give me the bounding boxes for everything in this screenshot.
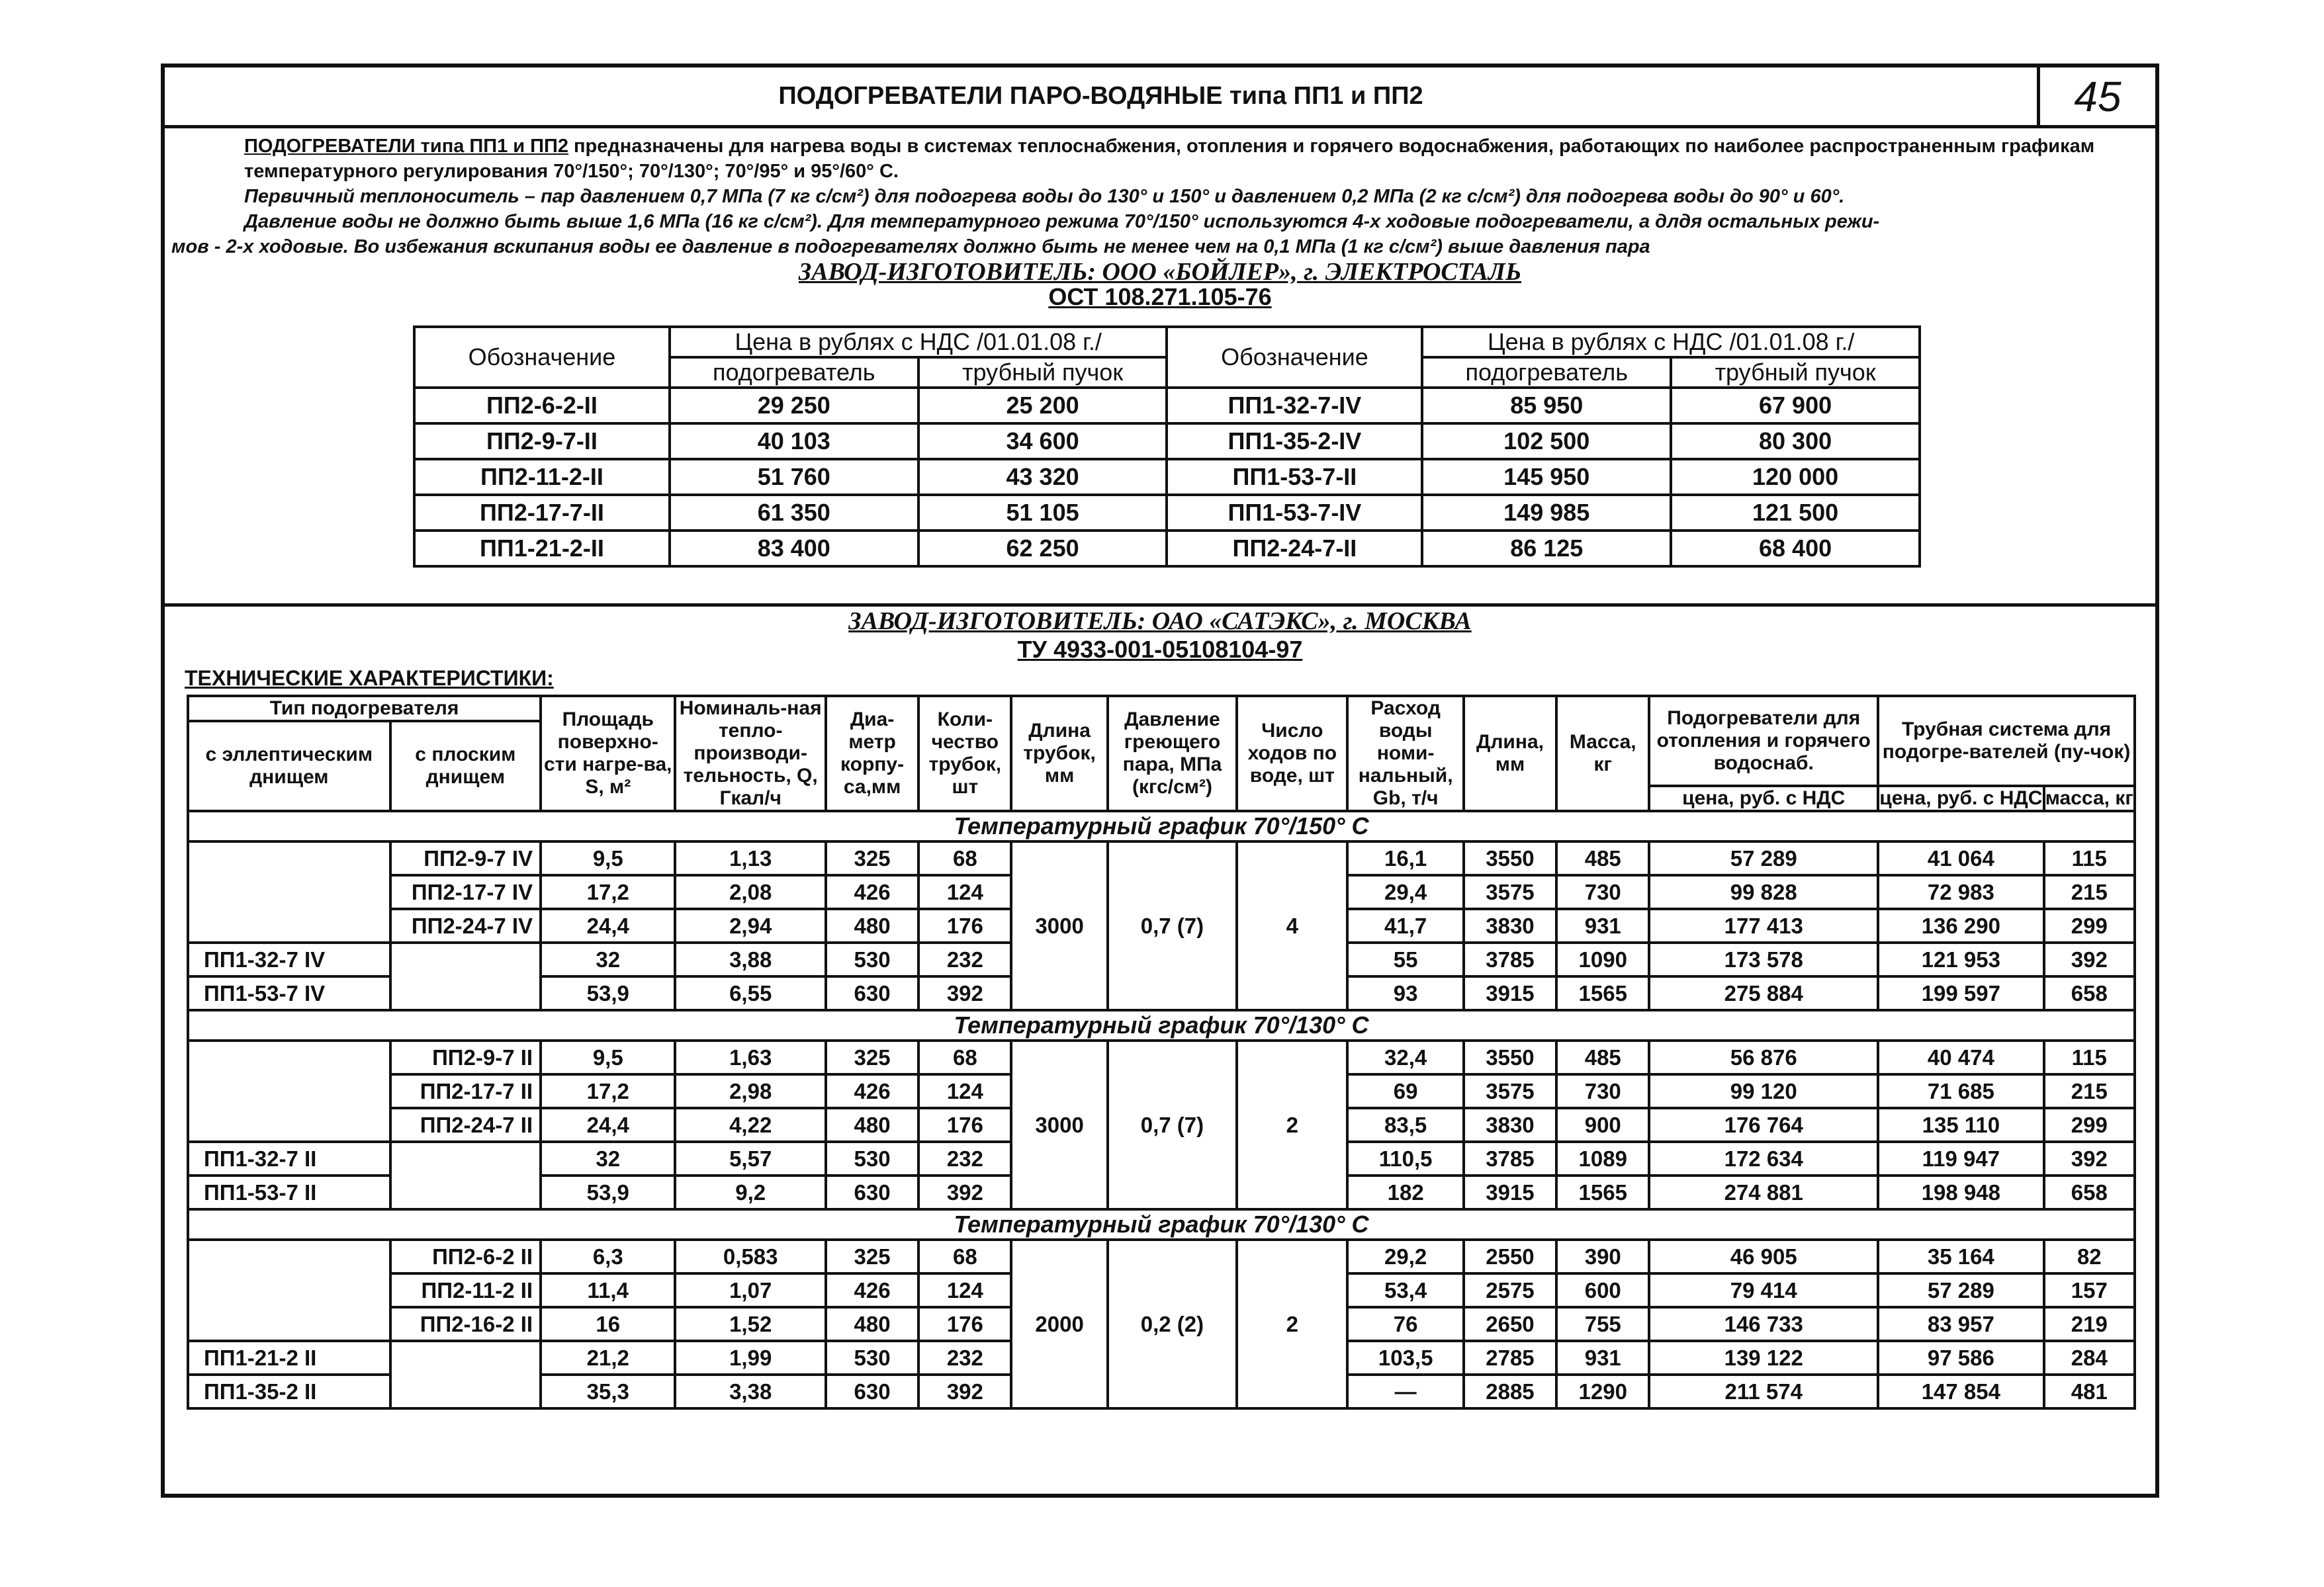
intro-text	[165, 134, 2155, 310]
maker-1-standard: ОСТ 108.271.105-76	[1048, 283, 1272, 310]
cell-flat: ПП2-17-7 IV	[390, 875, 541, 909]
th-length: Длина, мм	[1464, 696, 1556, 811]
cell-p: 56 876	[1649, 1041, 1878, 1074]
price-cell-b1: 34 600	[918, 423, 1167, 459]
cell-tp: 71 685	[1878, 1074, 2044, 1108]
cell-tm: 157	[2044, 1273, 2135, 1307]
cell-tm: 658	[2044, 976, 2135, 1010]
cell-n: 68	[918, 1041, 1011, 1074]
cell-tm: 299	[2044, 1108, 2135, 1142]
price-row	[414, 388, 1920, 423]
cell-g: 32,4	[1347, 1041, 1463, 1074]
cell-tp: 72 983	[1878, 875, 2044, 909]
intro-lead: ПОДОГРЕВАТЕЛИ типа ПП1 и ПП2	[244, 136, 568, 157]
cell-g: 16,1	[1347, 841, 1463, 875]
cell-s: 17,2	[541, 875, 675, 909]
price-cell-d2: ПП1-53-7-II	[1167, 459, 1422, 495]
tech-label: ТЕХНИЧЕСКИЕ ХАРАКТЕРИСТИКИ:	[185, 666, 554, 690]
cell-tp: 35 164	[1878, 1240, 2044, 1273]
cell-q: 1,13	[675, 841, 825, 875]
price-row	[414, 531, 1920, 566]
price-header-designation-1: Обозначение	[414, 327, 670, 388]
cell-flat	[390, 1341, 541, 1375]
cell-m: 485	[1556, 841, 1649, 875]
th-heaters: Подогреватели для отопления и горячего водоснаб.	[1649, 696, 1878, 786]
cell-n: 392	[918, 1176, 1011, 1209]
intro-line-2: Первичный теплоноситель – пар давлением 0,7 МПа (7 кг с/см²) для подогрева воды до 130° и 150° и давлением 0,2 МПа (2 кг с/см²) для подогрева воды до 90° и 60°.	[244, 186, 1845, 207]
cell-m: 1090	[1556, 943, 1649, 976]
cell-p: 99 120	[1649, 1074, 1878, 1108]
price-table-body	[414, 388, 1920, 566]
cell-g: 110,5	[1347, 1142, 1463, 1176]
cell-d: 530	[826, 1341, 918, 1375]
cell-l: 2550	[1464, 1240, 1556, 1273]
cell-q: 1,63	[675, 1041, 825, 1074]
cell-l: 3575	[1464, 875, 1556, 909]
cell-tm: 215	[2044, 1074, 2135, 1108]
cell-tube-length: 3000	[1011, 1041, 1107, 1209]
cell-tube-length: 3000	[1011, 841, 1107, 1010]
cell-d: 480	[826, 909, 918, 943]
cell-tube-length: 2000	[1011, 1240, 1107, 1408]
cell-g: 93	[1347, 976, 1463, 1010]
cell-flat: ПП2-9-7 II	[390, 1041, 541, 1074]
cell-d: 480	[826, 1108, 918, 1142]
price-cell-p1: 29 250	[670, 388, 918, 423]
cell-tm: 215	[2044, 875, 2135, 909]
cell-p: 57 289	[1649, 841, 1878, 875]
cell-g: —	[1347, 1375, 1463, 1408]
price-cell-b2: 68 400	[1671, 531, 1920, 566]
schedule-label: Температурный график 70°/130° С	[188, 1010, 2135, 1041]
cell-s: 32	[541, 1142, 675, 1176]
cell-p: 275 884	[1649, 976, 1878, 1010]
cell-g: 53,4	[1347, 1273, 1463, 1307]
cell-tp: 198 948	[1878, 1176, 2044, 1209]
price-cell-p2: 145 950	[1422, 459, 1671, 495]
cell-tm: 392	[2044, 943, 2135, 976]
cell-tm: 392	[2044, 1142, 2135, 1176]
cell-n: 124	[918, 875, 1011, 909]
cell-l: 3915	[1464, 976, 1556, 1010]
cell-n: 68	[918, 841, 1011, 875]
cell-s: 35,3	[541, 1375, 675, 1408]
price-cell-p2: 149 985	[1422, 495, 1671, 531]
price-row	[414, 495, 1920, 531]
cell-n: 392	[918, 1375, 1011, 1408]
cell-g: 29,2	[1347, 1240, 1463, 1273]
cell-flat	[390, 1142, 541, 1176]
cell-flat: ПП2-16-2 II	[390, 1307, 541, 1341]
cell-elliptic	[188, 1108, 390, 1142]
price-cell-d2: ПП1-32-7-IV	[1167, 388, 1422, 423]
cell-m: 1565	[1556, 976, 1649, 1010]
cell-tp: 40 474	[1878, 1041, 2044, 1074]
cell-g: 76	[1347, 1307, 1463, 1341]
intro-line-1: предназначены для нагрева воды в системах теплоснабжения, отопления и горячего водоснабжения, работающих по наиболее распространенным графикам температурного регулирования 70°/150°; 70°/130°; 70°/95° и 95°/60° С.	[244, 136, 2095, 182]
cell-d: 530	[826, 943, 918, 976]
th-tube-length: Длина трубок, мм	[1011, 696, 1107, 811]
cell-elliptic: ПП1-35-2 II	[188, 1375, 390, 1408]
price-cell-b2: 121 500	[1671, 495, 1920, 531]
price-cell-p2: 86 125	[1422, 531, 1671, 566]
cell-s: 24,4	[541, 1108, 675, 1142]
cell-p: 211 574	[1649, 1375, 1878, 1408]
th-type: Тип подогревателя	[188, 696, 541, 721]
cell-d: 630	[826, 976, 918, 1010]
cell-m: 485	[1556, 1041, 1649, 1074]
cell-tp: 57 289	[1878, 1273, 2044, 1307]
cell-p: 172 634	[1649, 1142, 1878, 1176]
cell-s: 16	[541, 1307, 675, 1341]
cell-n: 176	[918, 909, 1011, 943]
price-table	[413, 325, 1921, 568]
cell-flat: ПП2-24-7 II	[390, 1108, 541, 1142]
cell-n: 232	[918, 1142, 1011, 1176]
schedule-header-row	[188, 1010, 2135, 1041]
cell-p: 46 905	[1649, 1240, 1878, 1273]
schedule-label: Температурный график 70°/150° С	[188, 811, 2135, 841]
cell-n: 68	[918, 1240, 1011, 1273]
th-flat: с плоским днищем	[390, 721, 541, 811]
cell-q: 5,57	[675, 1142, 825, 1176]
cell-flat	[390, 943, 541, 976]
price-cell-p1: 61 350	[670, 495, 918, 531]
cell-q: 2,08	[675, 875, 825, 909]
cell-p: 146 733	[1649, 1307, 1878, 1341]
cell-p: 274 881	[1649, 1176, 1878, 1209]
schedule-header-row	[188, 811, 2135, 841]
cell-l: 3785	[1464, 1142, 1556, 1176]
table-row	[188, 1240, 2135, 1273]
cell-flat: ПП2-11-2 II	[390, 1273, 541, 1307]
price-header-heater-2: подогреватель	[1422, 357, 1671, 388]
cell-d: 426	[826, 1273, 918, 1307]
cell-q: 9,2	[675, 1176, 825, 1209]
th-passes: Число ходов по воде, шт	[1237, 696, 1347, 811]
maker-1-name: ЗАВОД-ИЗГОТОВИТЕЛЬ: ООО «БОЙЛЕР», г. ЭЛЕКТРОСТАЛЬ	[798, 258, 1522, 286]
table-row	[188, 1041, 2135, 1074]
cell-d: 325	[826, 841, 918, 875]
cell-n: 232	[918, 943, 1011, 976]
cell-n: 124	[918, 1074, 1011, 1108]
price-cell-p1: 40 103	[670, 423, 918, 459]
price-cell-b2: 67 900	[1671, 388, 1920, 423]
cell-tp: 136 290	[1878, 909, 2044, 943]
cell-q: 4,22	[675, 1108, 825, 1142]
price-cell-d1: ПП2-6-2-II	[414, 388, 670, 423]
cell-elliptic	[188, 841, 390, 875]
cell-g: 83,5	[1347, 1108, 1463, 1142]
cell-g: 182	[1347, 1176, 1463, 1209]
cell-l: 3785	[1464, 943, 1556, 976]
price-cell-b1: 25 200	[918, 388, 1167, 423]
cell-p: 173 578	[1649, 943, 1878, 976]
cell-d: 426	[826, 1074, 918, 1108]
th-tubesys: Трубная система для подогре-вателей (пу-чок)	[1878, 696, 2135, 786]
cell-passes: 4	[1237, 841, 1347, 1010]
cell-tm: 284	[2044, 1341, 2135, 1375]
cell-flat	[390, 1375, 541, 1408]
cell-n: 176	[918, 1108, 1011, 1142]
cell-g: 69	[1347, 1074, 1463, 1108]
cell-n: 392	[918, 976, 1011, 1010]
maker-2-name: ЗАВОД-ИЗГОТОВИТЕЛЬ: ОАО «САТЭКС», г. МОСКВА	[848, 607, 1472, 635]
intro-line-3: Давление воды не должно быть выше 1,6 МПа (16 кг с/см²). Для температурного режима 70°/150° используются 4-х ходовые подогреватели, а длдя остальных режи-	[244, 211, 1880, 232]
schedule-header-row	[188, 1209, 2135, 1240]
cell-p: 139 122	[1649, 1341, 1878, 1375]
cell-flat	[390, 976, 541, 1010]
cell-p: 177 413	[1649, 909, 1878, 943]
cell-tp: 121 953	[1878, 943, 2044, 976]
price-cell-d1: ПП2-11-2-II	[414, 459, 670, 495]
cell-m: 600	[1556, 1273, 1649, 1307]
th-elliptic: с эллептическим днищем	[188, 721, 390, 811]
cell-d: 630	[826, 1176, 918, 1209]
price-cell-p1: 83 400	[670, 531, 918, 566]
cell-elliptic	[188, 875, 390, 909]
cell-pressure: 0,7 (7)	[1108, 1041, 1237, 1209]
price-cell-b1: 62 250	[918, 531, 1167, 566]
cell-pressure: 0,7 (7)	[1108, 841, 1237, 1010]
intro-paragraph-1	[165, 134, 2155, 184]
cell-elliptic	[188, 1240, 390, 1273]
tech-table	[187, 695, 2136, 1410]
cell-q: 3,88	[675, 943, 825, 976]
tech-table-body	[188, 811, 2135, 1408]
cell-s: 53,9	[541, 976, 675, 1010]
cell-elliptic	[188, 1307, 390, 1341]
price-row	[414, 423, 1920, 459]
price-cell-d1: ПП2-17-7-II	[414, 495, 670, 531]
cell-n: 176	[918, 1307, 1011, 1341]
th-capacity: Номиналь-ная тепло-производи-тельность, Q, Гкал/ч	[675, 696, 825, 811]
th-tubes: Коли-чество трубок, шт	[918, 696, 1011, 811]
cell-m: 931	[1556, 1341, 1649, 1375]
cell-elliptic	[188, 1273, 390, 1307]
price-header-heater-1: подогреватель	[670, 357, 918, 388]
cell-flat: ПП2-9-7 IV	[390, 841, 541, 875]
cell-l: 2650	[1464, 1307, 1556, 1341]
cell-q: 1,07	[675, 1273, 825, 1307]
price-cell-p2: 85 950	[1422, 388, 1671, 423]
cell-m: 1089	[1556, 1142, 1649, 1176]
cell-m: 900	[1556, 1108, 1649, 1142]
intro-line-4: мов - 2-х ходовые. Во избежания вскипания воды ее давление в подогревателях должно быть не менее чем на 0,1 МПа (1 кг с/см²) выше давления пара	[171, 236, 1650, 257]
cell-q: 1,99	[675, 1341, 825, 1375]
th-heaters-price: цена, руб. с НДС	[1649, 786, 1878, 811]
cell-q: 2,94	[675, 909, 825, 943]
cell-m: 1290	[1556, 1375, 1649, 1408]
cell-pressure: 0,2 (2)	[1108, 1240, 1237, 1408]
price-cell-p2: 102 500	[1422, 423, 1671, 459]
price-header-price-2: Цена в рублях с НДС /01.01.08 г./	[1422, 327, 1920, 357]
cell-p: 176 764	[1649, 1108, 1878, 1142]
cell-tp: 147 854	[1878, 1375, 2044, 1408]
price-row	[414, 459, 1920, 495]
th-tubesys-price: цена, руб. с НДС	[1878, 786, 2044, 811]
cell-elliptic	[188, 1074, 390, 1108]
cell-elliptic: ПП1-32-7 II	[188, 1142, 390, 1176]
cell-s: 32	[541, 943, 675, 976]
cell-l: 2575	[1464, 1273, 1556, 1307]
cell-l: 3575	[1464, 1074, 1556, 1108]
cell-l: 2885	[1464, 1375, 1556, 1408]
cell-m: 730	[1556, 875, 1649, 909]
cell-n: 124	[918, 1273, 1011, 1307]
th-pressure: Давление греющего пара, МПа (кгс/см²)	[1108, 696, 1237, 811]
document-frame	[161, 64, 2159, 1498]
cell-elliptic: ПП1-53-7 IV	[188, 976, 390, 1010]
cell-m: 730	[1556, 1074, 1649, 1108]
schedule-label: Температурный график 70°/130° С	[188, 1209, 2135, 1240]
price-cell-d2: ПП1-35-2-IV	[1167, 423, 1422, 459]
cell-d: 480	[826, 1307, 918, 1341]
cell-tp: 41 064	[1878, 841, 2044, 875]
price-cell-p1: 51 760	[670, 459, 918, 495]
cell-l: 2785	[1464, 1341, 1556, 1375]
cell-l: 3830	[1464, 1108, 1556, 1142]
price-cell-b2: 80 300	[1671, 423, 1920, 459]
cell-tm: 481	[2044, 1375, 2135, 1408]
cell-g: 41,7	[1347, 909, 1463, 943]
cell-tm: 658	[2044, 1176, 2135, 1209]
price-cell-d2: ПП1-53-7-IV	[1167, 495, 1422, 531]
th-diameter: Диа-метр корпу-са,мм	[826, 696, 918, 811]
table-row	[188, 841, 2135, 875]
cell-elliptic: ПП1-32-7 IV	[188, 943, 390, 976]
cell-d: 630	[826, 1375, 918, 1408]
cell-flat: ПП2-24-7 IV	[390, 909, 541, 943]
cell-s: 9,5	[541, 1041, 675, 1074]
cell-m: 390	[1556, 1240, 1649, 1273]
cell-s: 11,4	[541, 1273, 675, 1307]
cell-elliptic: ПП1-21-2 II	[188, 1341, 390, 1375]
cell-m: 1565	[1556, 1176, 1649, 1209]
price-cell-d1: ПП2-9-7-II	[414, 423, 670, 459]
price-header-bundle-2: трубный пучок	[1671, 357, 1920, 388]
cell-tp: 97 586	[1878, 1341, 2044, 1375]
cell-l: 3830	[1464, 909, 1556, 943]
price-header-designation-2: Обозначение	[1167, 327, 1422, 388]
cell-m: 755	[1556, 1307, 1649, 1341]
cell-tm: 299	[2044, 909, 2135, 943]
cell-q: 6,55	[675, 976, 825, 1010]
cell-q: 3,38	[675, 1375, 825, 1408]
maker-2-standard: ТУ 4933-001-05108104-97	[1017, 636, 1303, 663]
cell-d: 325	[826, 1041, 918, 1074]
th-area: Площадь поверхно-сти нагре-ва, S, м²	[541, 696, 675, 811]
price-cell-d2: ПП2-24-7-II	[1167, 531, 1422, 566]
cell-tm: 115	[2044, 841, 2135, 875]
th-mass: Масса, кг	[1556, 696, 1649, 811]
cell-elliptic	[188, 1041, 390, 1074]
th-flow: Расход воды номи-нальный, Gb, т/ч	[1347, 696, 1463, 811]
maker-2-block	[165, 607, 2155, 664]
price-cell-b2: 120 000	[1671, 459, 1920, 495]
cell-q: 2,98	[675, 1074, 825, 1108]
cell-d: 426	[826, 875, 918, 909]
cell-l: 3550	[1464, 1041, 1556, 1074]
cell-flat	[390, 1176, 541, 1209]
cell-q: 0,583	[675, 1240, 825, 1273]
cell-flat: ПП2-6-2 II	[390, 1240, 541, 1273]
price-header-price-1: Цена в рублях с НДС /01.01.08 г./	[670, 327, 1167, 357]
cell-passes: 2	[1237, 1240, 1347, 1408]
cell-s: 6,3	[541, 1240, 675, 1273]
cell-p: 79 414	[1649, 1273, 1878, 1307]
cell-tm: 115	[2044, 1041, 2135, 1074]
cell-flat: ПП2-17-7 II	[390, 1074, 541, 1108]
cell-s: 53,9	[541, 1176, 675, 1209]
page-number: 45	[2040, 67, 2155, 128]
cell-d: 325	[826, 1240, 918, 1273]
cell-l: 3550	[1464, 841, 1556, 875]
cell-tp: 135 110	[1878, 1108, 2044, 1142]
cell-elliptic	[188, 909, 390, 943]
cell-tp: 199 597	[1878, 976, 2044, 1010]
price-header-bundle-1: трубный пучок	[918, 357, 1167, 388]
cell-s: 24,4	[541, 909, 675, 943]
th-tubesys-mass: масса, кг	[2044, 786, 2135, 811]
cell-elliptic: ПП1-53-7 II	[188, 1176, 390, 1209]
cell-m: 931	[1556, 909, 1649, 943]
cell-d: 530	[826, 1142, 918, 1176]
cell-s: 9,5	[541, 841, 675, 875]
cell-q: 1,52	[675, 1307, 825, 1341]
cell-p: 99 828	[1649, 875, 1878, 909]
cell-g: 55	[1347, 943, 1463, 976]
price-cell-b1: 43 320	[918, 459, 1167, 495]
cell-tp: 119 947	[1878, 1142, 2044, 1176]
cell-tm: 82	[2044, 1240, 2135, 1273]
price-cell-d1: ПП1-21-2-II	[414, 531, 670, 566]
cell-l: 3915	[1464, 1176, 1556, 1209]
page-title: ПОДОГРЕВАТЕЛИ ПАРО-ВОДЯНЫЕ типа ПП1 и ПП2	[165, 67, 2040, 128]
cell-s: 17,2	[541, 1074, 675, 1108]
price-cell-b1: 51 105	[918, 495, 1167, 531]
cell-passes: 2	[1237, 1041, 1347, 1209]
cell-g: 29,4	[1347, 875, 1463, 909]
cell-g: 103,5	[1347, 1341, 1463, 1375]
cell-s: 21,2	[541, 1341, 675, 1375]
cell-tp: 83 957	[1878, 1307, 2044, 1341]
cell-tm: 219	[2044, 1307, 2135, 1341]
cell-n: 232	[918, 1341, 1011, 1375]
